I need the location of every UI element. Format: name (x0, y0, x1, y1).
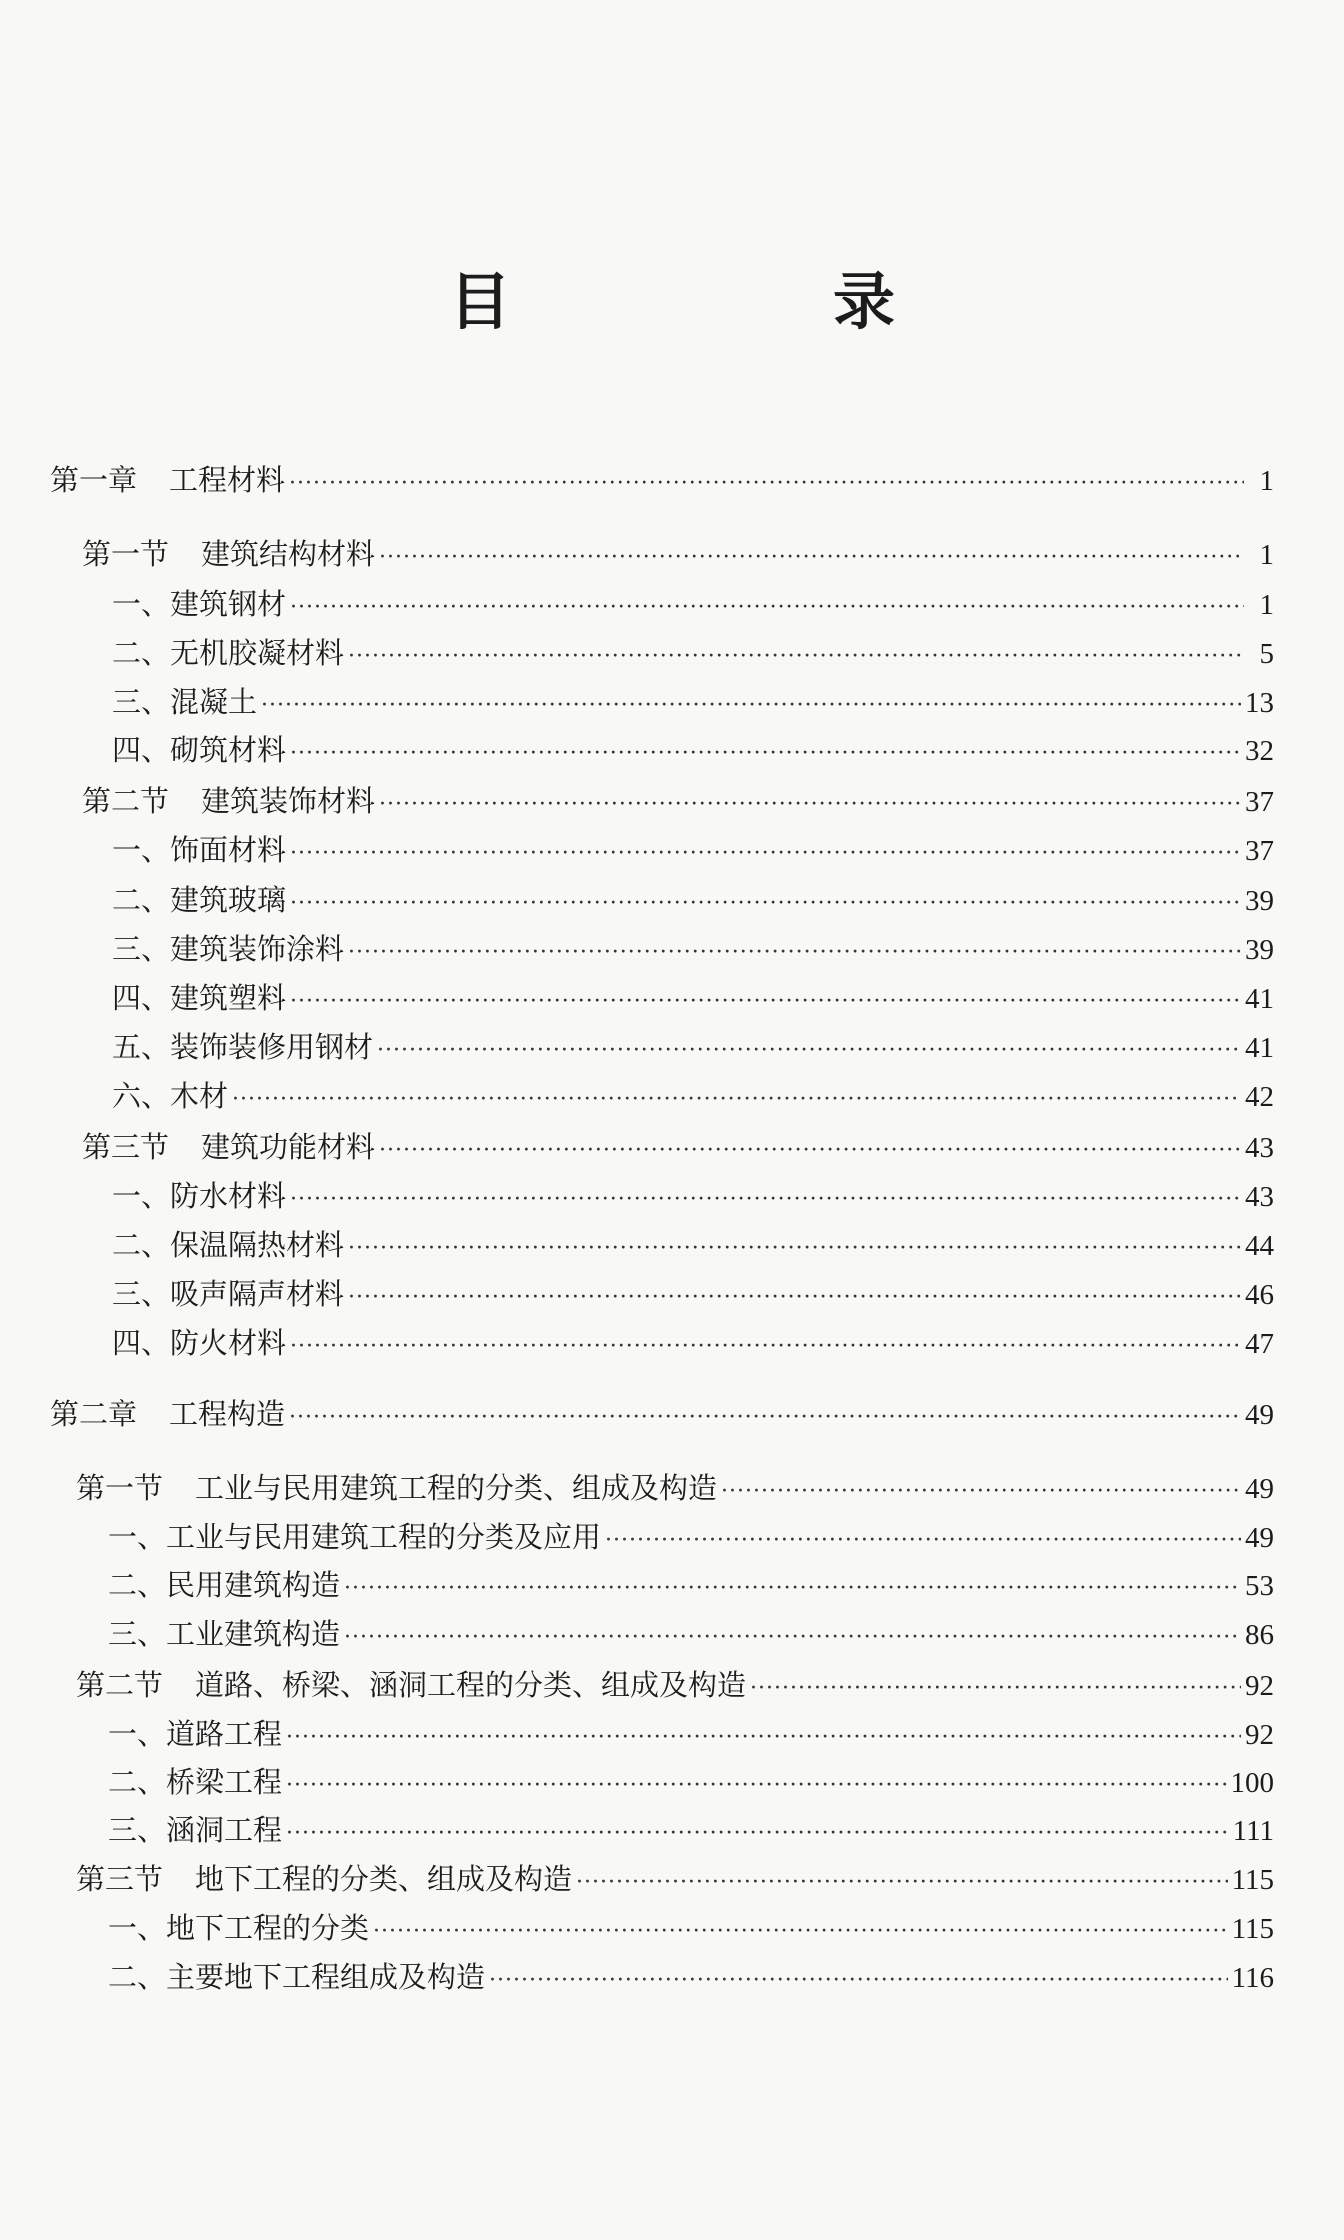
toc-title: 道路、桥梁、涵洞工程的分类、组成及构造 (195, 1668, 747, 1702)
dot-leader (750, 1667, 1241, 1711)
toc-title: 工程构造 (169, 1397, 286, 1431)
dot-leader (232, 1078, 1241, 1122)
toc-title: 桥梁工程 (166, 1765, 283, 1799)
toc-page-number: 111 (1232, 1815, 1274, 1847)
toc-title: 工业建筑构造 (166, 1617, 341, 1651)
toc-page-number: 37 (1245, 786, 1274, 818)
toc-title: 工程材料 (169, 463, 286, 497)
dot-leader (605, 1519, 1241, 1563)
toc-label: 四、 (112, 981, 171, 1015)
dot-leader (379, 1129, 1241, 1173)
toc-item (108, 1760, 1274, 1804)
toc-label: 一、 (112, 833, 171, 867)
toc-page-number: 49 (1245, 1399, 1274, 1431)
toc-item (108, 1955, 1274, 1999)
toc-title: 砌筑材料 (170, 733, 287, 767)
toc-label: 二、 (112, 1228, 171, 1262)
toc-label: 一、 (112, 587, 171, 621)
toc-title: 地下工程的分类、组成及构造 (195, 1862, 573, 1896)
toc-label: 二、 (108, 1568, 167, 1602)
toc-item (108, 1808, 1274, 1852)
toc-page-number: 5 (1259, 638, 1274, 670)
toc-label: 三、 (112, 1277, 171, 1311)
toc-title: 民用建筑构造 (166, 1568, 341, 1602)
toc-page-number: 43 (1245, 1132, 1274, 1164)
toc-section (76, 1466, 1274, 1510)
toc-label: 二、 (108, 1765, 167, 1799)
toc-title: 装饰装修用钢材 (170, 1030, 374, 1064)
dot-leader (290, 732, 1241, 776)
toc-item (112, 1074, 1274, 1118)
toc-item (112, 582, 1274, 626)
dot-leader (721, 1470, 1241, 1514)
toc-item (112, 1223, 1274, 1267)
toc-item (112, 631, 1274, 675)
dot-leader (290, 882, 1241, 926)
toc-item (108, 1515, 1274, 1559)
toc-item (112, 728, 1274, 772)
dot-leader (373, 1910, 1228, 1954)
toc-label: 一、 (108, 1717, 167, 1751)
toc-label: 一、 (108, 1911, 167, 1945)
toc-page-number: 92 (1245, 1670, 1274, 1702)
toc-page-number: 86 (1245, 1619, 1274, 1651)
dot-leader (348, 931, 1241, 975)
toc-title: 建筑结构材料 (201, 537, 376, 571)
dot-leader (379, 783, 1241, 827)
toc-label: 第三节 (76, 1862, 164, 1896)
toc-page-number: 115 (1231, 1864, 1274, 1896)
toc-title: 保温隔热材料 (170, 1228, 345, 1262)
dot-leader (344, 1567, 1241, 1611)
toc-item (112, 828, 1274, 872)
toc-title: 无机胶凝材料 (170, 636, 345, 670)
toc-page-number: 47 (1245, 1328, 1274, 1360)
dot-leader (348, 1276, 1241, 1320)
dot-leader (286, 1716, 1241, 1760)
dot-leader (379, 536, 1244, 580)
toc-section (82, 779, 1274, 823)
toc-title: 建筑钢材 (170, 587, 287, 621)
toc-label: 三、 (112, 932, 171, 966)
toc-label: 三、 (108, 1617, 167, 1651)
toc-page-number: 37 (1245, 835, 1274, 867)
toc-page-number: 100 (1230, 1767, 1274, 1799)
toc-title: 建筑玻璃 (170, 883, 287, 917)
toc-label: 第一节 (82, 537, 170, 571)
toc-page-number: 116 (1231, 1962, 1274, 1994)
toc-label: 二、 (108, 1960, 167, 1994)
toc-title: 防火材料 (170, 1326, 287, 1360)
dot-leader (576, 1861, 1228, 1905)
toc-label: 第二节 (76, 1668, 164, 1702)
dot-leader (290, 1325, 1241, 1369)
toc-page-number: 41 (1245, 1032, 1274, 1064)
toc-item (108, 1906, 1274, 1950)
dot-leader (289, 462, 1244, 506)
toc-title: 混凝土 (170, 685, 258, 719)
toc-label: 第二节 (82, 784, 170, 818)
toc-page-number: 115 (1231, 1913, 1274, 1945)
toc-page-number: 44 (1245, 1230, 1274, 1262)
toc-title: 主要地下工程组成及构造 (166, 1960, 486, 1994)
toc-page-number: 43 (1245, 1181, 1274, 1213)
dot-leader (261, 684, 1241, 728)
dot-leader (290, 586, 1244, 630)
toc-page-number: 13 (1245, 687, 1274, 719)
dot-leader (290, 980, 1241, 1024)
toc-page-number: 49 (1245, 1473, 1274, 1505)
toc-title: 木材 (170, 1079, 229, 1113)
toc-page-number: 39 (1245, 934, 1274, 966)
dot-leader (489, 1959, 1228, 2003)
toc-label: 四、 (112, 733, 171, 767)
toc-page-number: 46 (1245, 1279, 1274, 1311)
toc-chapter (50, 458, 1274, 502)
toc-item (112, 680, 1274, 724)
toc-label: 第一节 (76, 1471, 164, 1505)
toc-item (112, 976, 1274, 1020)
toc-title: 建筑功能材料 (201, 1130, 376, 1164)
toc-page-number: 92 (1245, 1719, 1274, 1751)
toc-label: 三、 (112, 685, 171, 719)
dot-leader (290, 832, 1241, 876)
toc-title: 工业与民用建筑工程的分类、组成及构造 (195, 1471, 718, 1505)
toc-label: 第三节 (82, 1130, 170, 1164)
toc-label: 第一章 (50, 463, 138, 497)
toc-section (76, 1663, 1274, 1707)
toc-label: 一、 (112, 1179, 171, 1213)
toc-label: 三、 (108, 1813, 167, 1847)
dot-leader (348, 1227, 1241, 1271)
toc-page-number: 49 (1245, 1522, 1274, 1554)
toc-label: 一、 (108, 1520, 167, 1554)
dot-leader (286, 1812, 1229, 1856)
toc-title: 防水材料 (170, 1179, 287, 1213)
toc-item (112, 878, 1274, 922)
dot-leader (377, 1029, 1241, 1073)
dot-leader (344, 1616, 1241, 1660)
toc-title: 建筑装饰涂料 (170, 932, 345, 966)
toc-section (76, 1857, 1274, 1901)
dot-leader (286, 1764, 1226, 1808)
toc-page-number: 1 (1259, 589, 1274, 621)
toc-title: 建筑装饰材料 (201, 784, 376, 818)
toc-page-number: 42 (1245, 1081, 1274, 1113)
toc-label: 六、 (112, 1079, 171, 1113)
toc-item (112, 1272, 1274, 1316)
toc-item (112, 1025, 1274, 1069)
toc-page-number: 53 (1245, 1570, 1274, 1602)
page-title: 目 录 (448, 265, 1025, 338)
toc-title: 道路工程 (166, 1717, 283, 1751)
dot-leader (290, 1178, 1241, 1222)
toc-page-number: 41 (1245, 983, 1274, 1015)
toc-item (108, 1612, 1274, 1656)
toc-label: 二、 (112, 883, 171, 917)
toc-page-number: 1 (1259, 539, 1274, 571)
toc-title: 吸声隔声材料 (170, 1277, 345, 1311)
toc-item (112, 927, 1274, 971)
dot-leader (348, 635, 1244, 679)
toc-label: 二、 (112, 636, 171, 670)
toc-item (108, 1712, 1274, 1756)
toc-page-number: 32 (1245, 735, 1274, 767)
toc-page-number: 1 (1259, 465, 1274, 497)
toc-section (82, 532, 1274, 576)
toc-title: 饰面材料 (170, 833, 287, 867)
toc-item (108, 1563, 1274, 1607)
toc-label: 五、 (112, 1030, 171, 1064)
toc-label: 四、 (112, 1326, 171, 1360)
toc-title: 建筑塑料 (170, 981, 287, 1015)
toc-label: 第二章 (50, 1397, 138, 1431)
toc-item (112, 1321, 1274, 1365)
toc-title: 涵洞工程 (166, 1813, 283, 1847)
toc-chapter (50, 1392, 1274, 1436)
toc-section (82, 1125, 1274, 1169)
dot-leader (289, 1396, 1241, 1440)
toc-title: 工业与民用建筑工程的分类及应用 (166, 1520, 602, 1554)
toc-page-number: 39 (1245, 885, 1274, 917)
toc-title: 地下工程的分类 (166, 1911, 370, 1945)
toc-item (112, 1174, 1274, 1218)
